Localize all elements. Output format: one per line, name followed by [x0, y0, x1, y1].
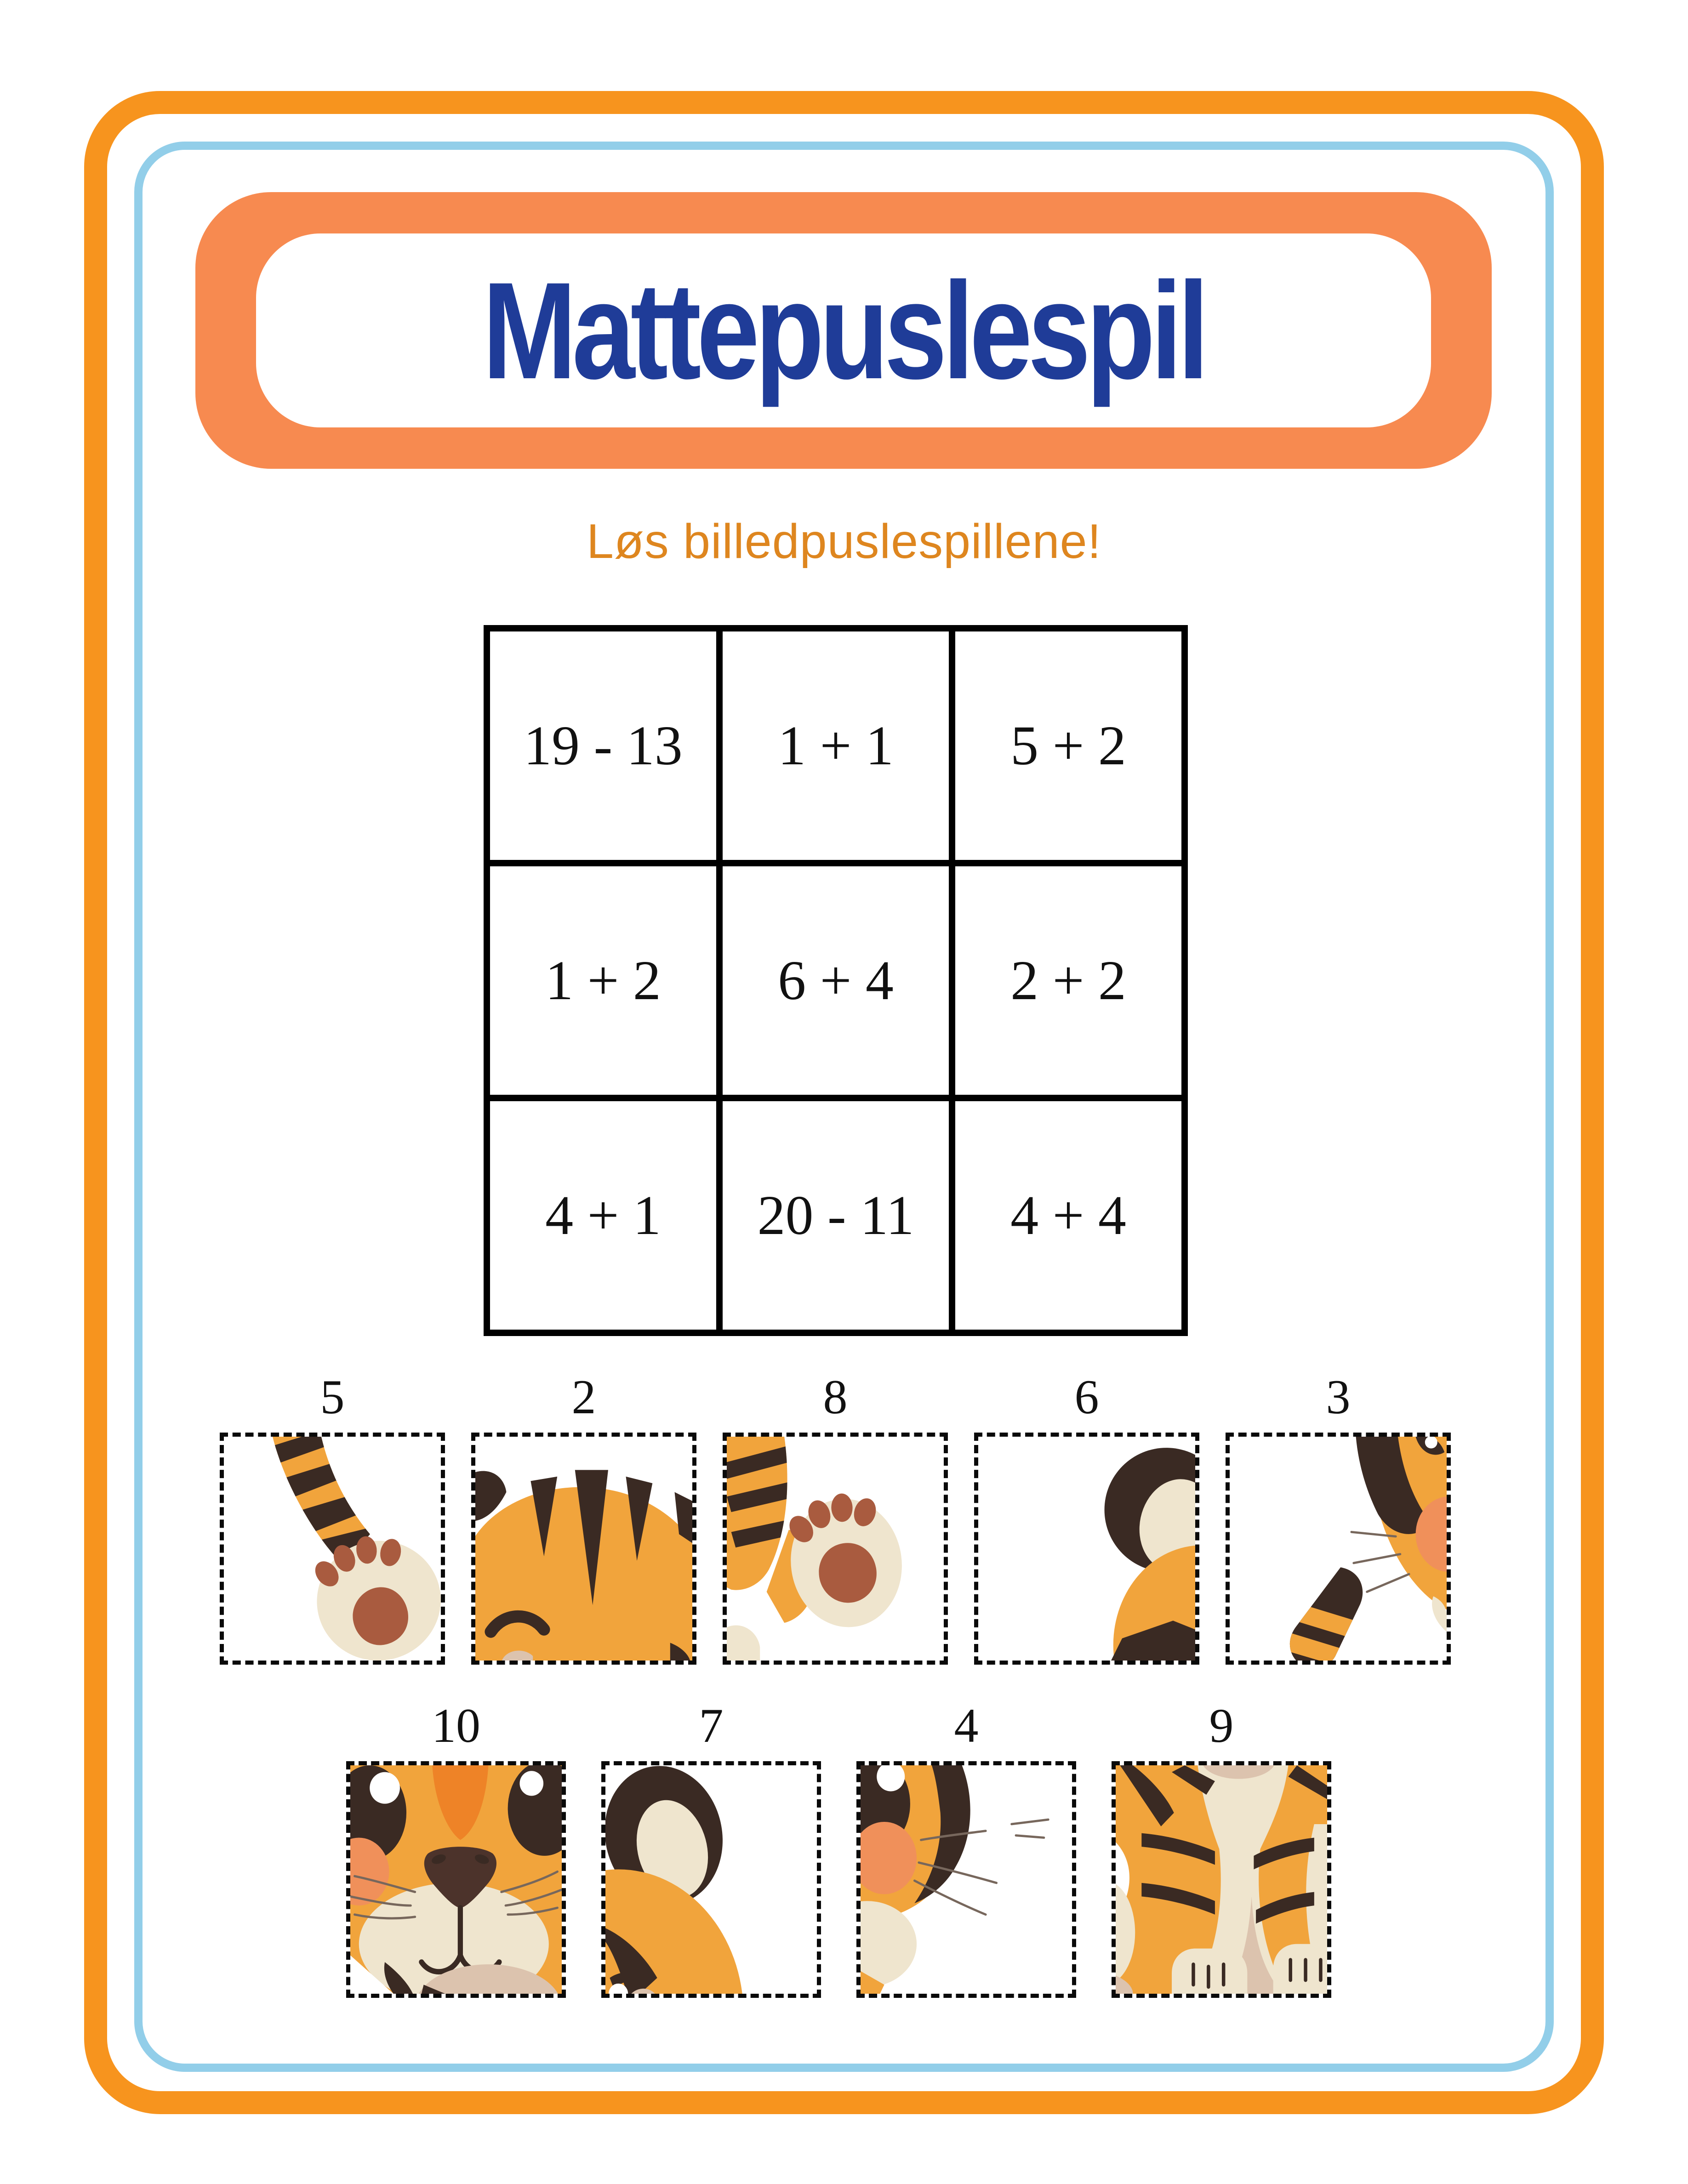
math-grid	[484, 625, 1188, 1336]
grid-cell: 2 + 2	[952, 863, 1185, 1098]
grid-cell: 4 + 4	[952, 1098, 1185, 1333]
piece-cutout-box	[1226, 1433, 1451, 1665]
puzzle-piece	[220, 1367, 445, 1665]
tiger-tail-up-and-paw-piece-icon	[727, 1437, 944, 1661]
grid-cell: 5 + 2	[952, 628, 1185, 863]
piece-cutout-box	[346, 1761, 566, 1998]
puzzle-piece	[346, 1696, 566, 1998]
grid-cell: 6 + 4	[719, 863, 952, 1098]
piece-number: 9	[1209, 1699, 1234, 1752]
puzzle-piece	[471, 1367, 696, 1665]
piece-number: 4	[954, 1699, 979, 1752]
tiger-cheek-whiskers-tail-piece-icon	[1230, 1437, 1447, 1661]
grid-cell: 1 + 1	[719, 628, 952, 863]
pieces-row-1	[220, 1367, 1451, 1665]
puzzle-piece	[601, 1696, 821, 1998]
page-title: Mattepuslespil	[482, 253, 1205, 408]
puzzle-piece	[1226, 1367, 1451, 1665]
grid-cell: 20 - 11	[719, 1098, 952, 1333]
grid-row	[487, 628, 1185, 863]
piece-cutout-box	[723, 1433, 948, 1665]
tiger-eye-and-whiskers-piece-icon	[861, 1765, 1072, 1994]
puzzle-piece	[1112, 1696, 1331, 1998]
grid-cell: 19 - 13	[487, 628, 719, 863]
grid-row	[487, 1098, 1185, 1333]
piece-number: 2	[571, 1370, 596, 1424]
piece-cutout-box	[471, 1433, 696, 1665]
piece-number: 5	[320, 1370, 345, 1424]
puzzle-piece	[856, 1696, 1076, 1998]
piece-cutout-box	[220, 1433, 445, 1665]
grid-cell: 1 + 2	[487, 863, 719, 1098]
subtitle: Løs billedpuslespillene!	[587, 514, 1101, 569]
tiger-face-piece-icon	[350, 1765, 562, 1994]
tiger-ear-and-shoulder-piece-icon	[605, 1765, 817, 1994]
piece-cutout-box	[974, 1433, 1199, 1665]
puzzle-piece	[723, 1367, 948, 1665]
grid-row	[487, 863, 1185, 1098]
piece-cutout-box	[601, 1761, 821, 1998]
puzzle-piece	[974, 1367, 1199, 1665]
tiger-tail-and-paw-piece-icon	[224, 1437, 441, 1661]
grid-cell: 4 + 1	[487, 1098, 719, 1333]
tiger-body-and-legs-piece-icon	[1116, 1765, 1327, 1994]
piece-number: 7	[699, 1699, 724, 1752]
piece-number: 3	[1326, 1370, 1351, 1424]
piece-cutout-box	[856, 1761, 1076, 1998]
piece-number: 10	[432, 1699, 480, 1752]
title-banner	[195, 192, 1492, 469]
tiger-ear-and-haunch-piece-icon	[978, 1437, 1195, 1661]
piece-number: 8	[823, 1370, 848, 1424]
tiger-head-top-stripes-piece-icon	[475, 1437, 692, 1661]
title-banner-inner	[256, 233, 1431, 427]
pieces-row-2	[346, 1696, 1331, 1998]
piece-cutout-box	[1112, 1761, 1331, 1998]
piece-number: 6	[1074, 1370, 1099, 1424]
